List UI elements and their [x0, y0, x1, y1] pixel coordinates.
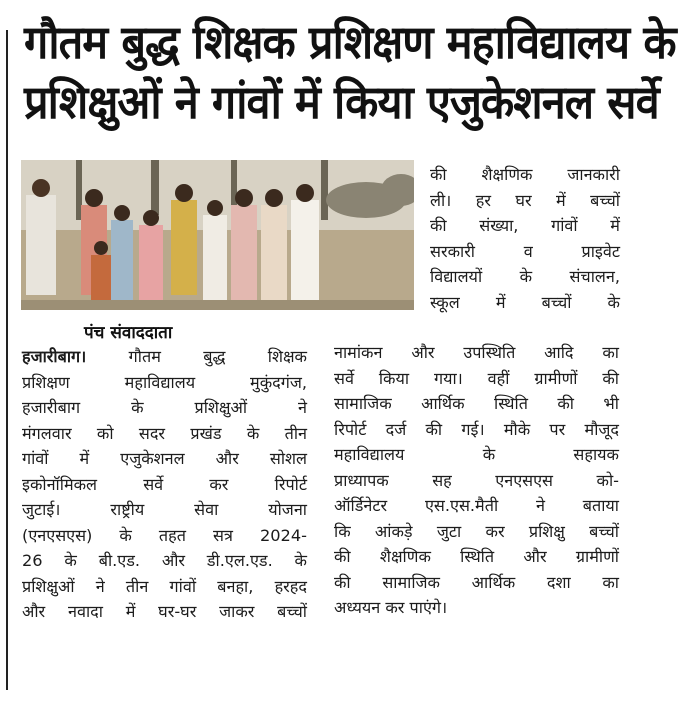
left-column-line: जुटाई। राष्ट्रीय सेवा योजना: [22, 500, 307, 519]
right-column-line: सर्वे किया गया। वहीं ग्रामीणों की: [334, 368, 619, 388]
right-column-line: नामांकन और उपस्थिति आदि का: [334, 343, 619, 362]
left-column-line: 26 के बी.एड. और डी.एल.एड. के: [22, 551, 307, 570]
left-column-line: (एनएसएस) के तहत सत्र 2024-: [22, 525, 307, 545]
right-column-line: की शैक्षणिक स्थिति और ग्रामीणों: [334, 547, 619, 566]
left-column: [22, 344, 307, 625]
left-column-line: मंगलवार को सदर प्रखंड के तीन: [22, 423, 307, 443]
right-column: [334, 340, 619, 621]
right-column-line: महाविद्यालय के सहायक: [334, 445, 619, 464]
right-column-line: ली। हर घर में बच्चों: [430, 190, 620, 210]
right-column-line: की संख्या, गांवों में: [430, 216, 620, 235]
left-column-line: प्रशिक्षण महाविद्यालय मुकुंदगंज,: [22, 372, 307, 392]
right-column-line: कि आंकड़े जुटा कर प्रशिक्षु बच्चों: [334, 521, 619, 541]
right-column-top: [430, 162, 620, 315]
right-column-line: रिपोर्ट दर्ज की गई। मौके पर मौजूद: [334, 419, 619, 439]
headline-line-1: गौतम बुद्ध शिक्षक प्रशिक्षण महाविद्यालय के: [24, 15, 676, 69]
news-photo: [21, 160, 414, 310]
right-column-line: की सामाजिक आर्थिक दशा का: [334, 572, 619, 592]
right-column-line: स्कूल में बच्चों के: [430, 292, 620, 312]
left-column-line: इकोनॉमिकल सर्वे कर रिपोर्ट: [22, 474, 307, 494]
right-column-line: प्राध्यापक सह एनएसएस को-: [334, 470, 619, 490]
headline-line-2: प्रशिक्षुओं ने गांवों में किया एजुकेशनल सर्वे: [24, 75, 659, 129]
dateline: हजारीबाग।: [22, 347, 87, 366]
column-rule: [6, 30, 8, 690]
byline: पंच संवाददाता: [84, 323, 173, 343]
right-column-line: ऑर्डिनेटर एस.एस.मैती ने बताया: [334, 496, 619, 515]
headline: [24, 12, 674, 132]
left-column-line: गांवों में एजुकेशनल और सोशल: [22, 449, 307, 468]
right-column-last-line: अध्ययन कर पाएंगे।: [334, 598, 448, 617]
group-photo-illustration: [21, 160, 414, 310]
left-column-line: प्रशिक्षुओं ने तीन गांवों बनहा, हरहद: [22, 576, 307, 596]
right-column-line: सरकारी व प्राइवेट: [430, 241, 620, 261]
right-column-line: की शैक्षणिक जानकारी: [430, 165, 620, 184]
right-column-line: सामाजिक आर्थिक स्थिति की भी: [334, 394, 619, 413]
left-column-first-line: [22, 344, 307, 370]
left-column-line: हजारीबाग के प्रशिक्षुओं ने: [22, 398, 307, 417]
left-column-line: और नवादा में घर-घर जाकर बच्चों: [22, 602, 307, 621]
left-column-line: गौतम बुद्ध शिक्षक: [128, 347, 307, 366]
right-column-line: विद्यालयों के संचालन,: [430, 267, 620, 286]
